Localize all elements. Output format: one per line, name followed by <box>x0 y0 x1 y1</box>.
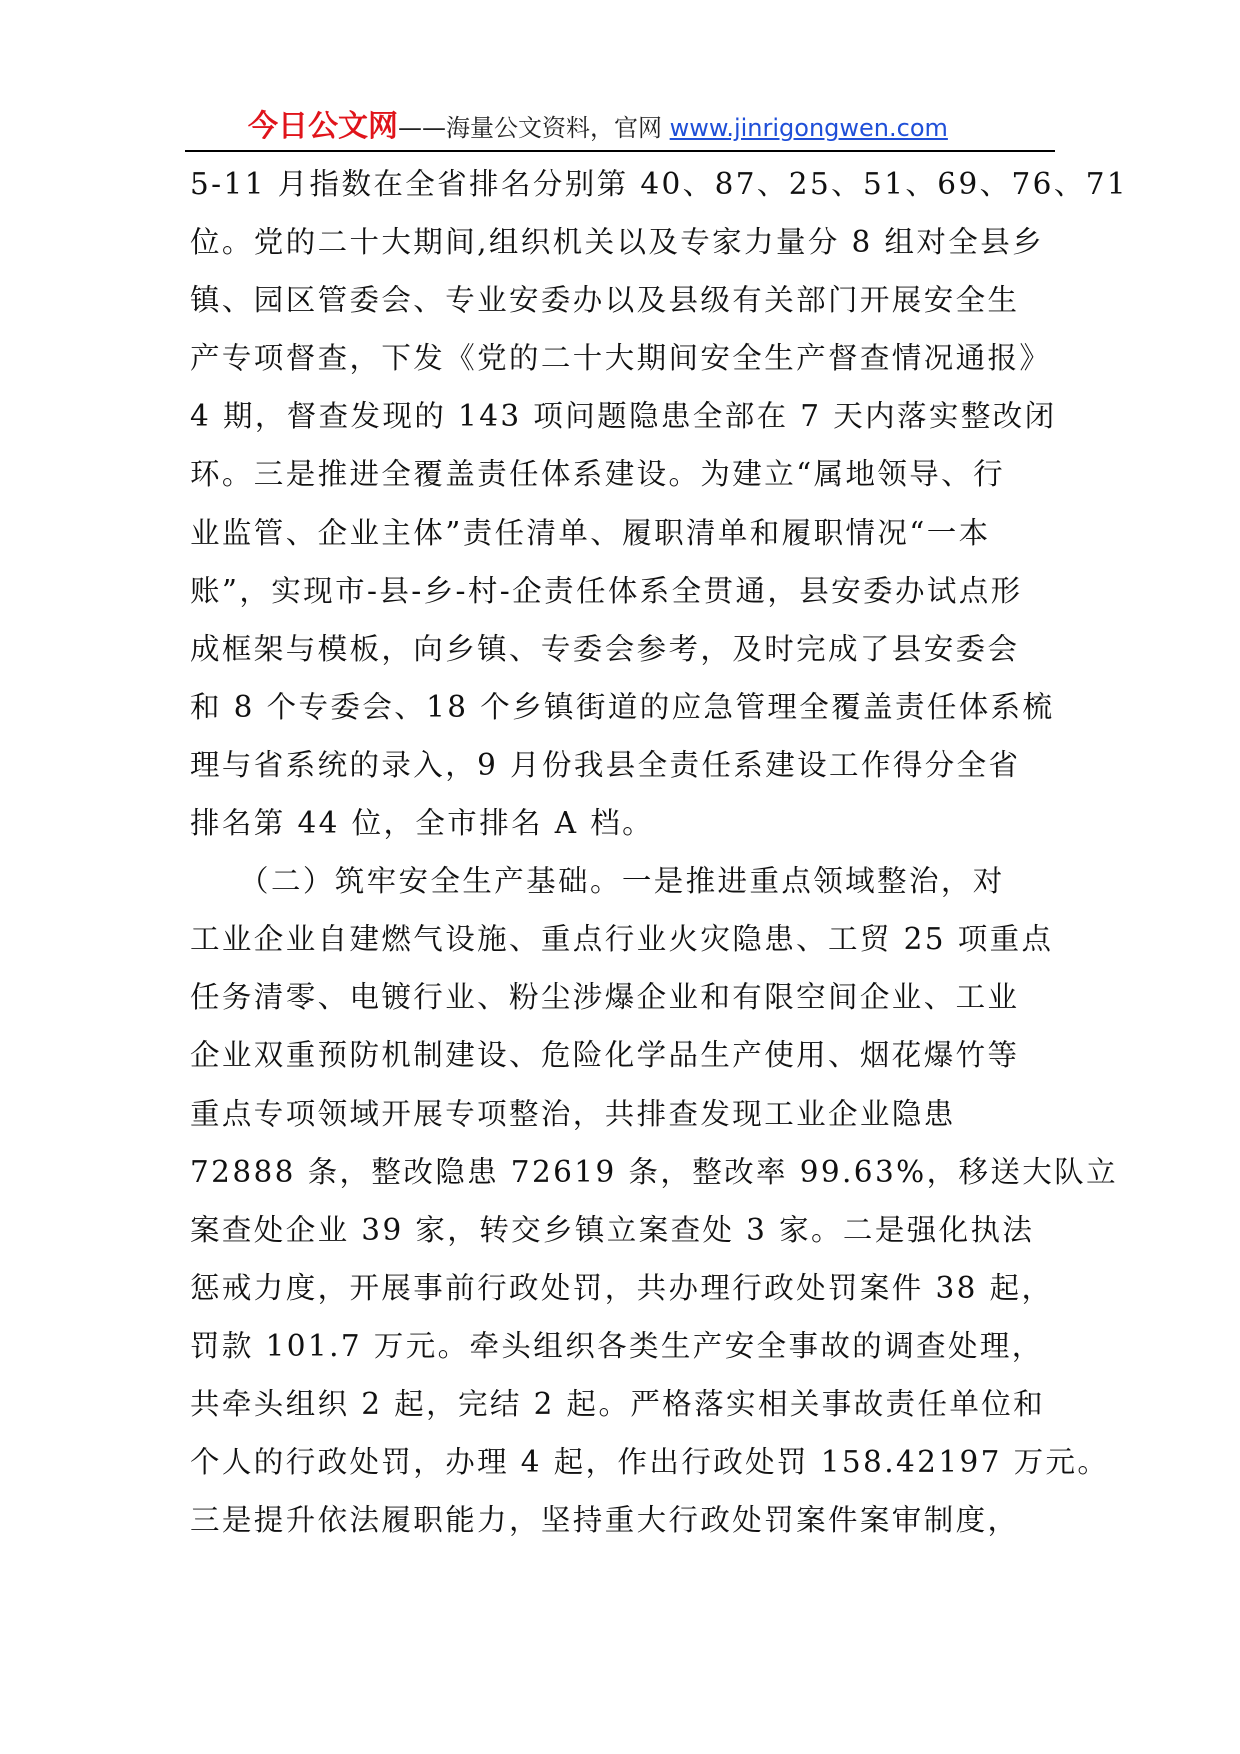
text-line: 环。三是推进全覆盖责任体系建设。为建立“属地领导、行 <box>190 457 1005 492</box>
site-tagline: ——海量公文资料，官网 <box>398 114 670 142</box>
text-line: 共牵头组织 2 起，完结 2 起。严格落实相关事故责任单位和 <box>190 1386 1046 1421</box>
text-line: 产专项督查，下发《党的二十大期间安全生产督查情况通报》 <box>190 341 1052 376</box>
text-line: 业监管、企业主体”责任清单、履职清单和履职情况“一本 <box>190 515 991 550</box>
section-heading-line: （二）筑牢安全生产基础。一是推进重点领域整治，对 <box>190 864 1005 899</box>
text-line: 罚款 101.7 万元。牵头组织各类生产安全事故的调查处理， <box>190 1328 1044 1363</box>
text-line: 重点专项领域开展专项整治，共排查发现工业企业隐患 <box>190 1096 956 1131</box>
text-line: 任务清零、电镀行业、粉尘涉爆企业和有限空间企业、工业 <box>190 980 1020 1015</box>
text-line: 成框架与模板，向乡镇、专委会参考，及时完成了县安委会 <box>190 631 1020 666</box>
site-brand: 今日公文网 <box>248 109 398 144</box>
text-line: 和 8 个专委会、18 个乡镇街道的应急管理全覆盖责任体系梳 <box>190 689 1055 724</box>
text-line: 三是提升依法履职能力，坚持重大行政处罚案件案审制度， <box>190 1503 1020 1538</box>
text-line: 惩戒力度，开展事前行政处罚，共办理行政处罚案件 38 起， <box>190 1270 1054 1305</box>
text-line: 5-11 月指数在全省排名分别第 40、87、25、51、69、76、71 <box>190 167 1129 201</box>
text-line: 4 期，督查发现的 143 项问题隐患全部在 7 天内落实整改闭 <box>190 399 1057 434</box>
site-url-link[interactable]: www.jinrigongwen.com <box>669 114 948 142</box>
page-header <box>185 104 1055 150</box>
text-line: 位。党的二十大期间,组织机关以及专家力量分 8 组对全县乡 <box>190 225 1045 260</box>
text-line: 个人的行政处罚，办理 4 起，作出行政处罚 158.42197 万元。 <box>190 1445 1110 1480</box>
text-line: 工业企业自建燃气设施、重点行业火灾隐患、工贸 25 项重点 <box>190 922 1054 957</box>
text-line: 账”，实现市-县-乡-村-企责任体系全贯通，县安委办试点形 <box>190 573 1023 608</box>
text-line: 企业双重预防机制建设、危险化学品生产使用、烟花爆竹等 <box>190 1038 1020 1073</box>
header-divider <box>185 150 1055 152</box>
text-line: 案查处企业 39 家，转交乡镇立案查处 3 家。二是强化执法 <box>190 1212 1035 1247</box>
header-text <box>248 104 948 154</box>
document-body <box>190 155 1129 1549</box>
text-line: 72888 条，整改隐患 72619 条，整改率 99.63%，移送大队立 <box>190 1154 1118 1189</box>
text-line: 镇、园区管委会、专业安委办以及县级有关部门开展安全生 <box>190 283 1020 318</box>
text-line: 排名第 44 位，全市排名 A 档。 <box>190 806 655 841</box>
text-line: 理与省系统的录入，9 月份我县全责任系建设工作得分全省 <box>190 747 1021 782</box>
